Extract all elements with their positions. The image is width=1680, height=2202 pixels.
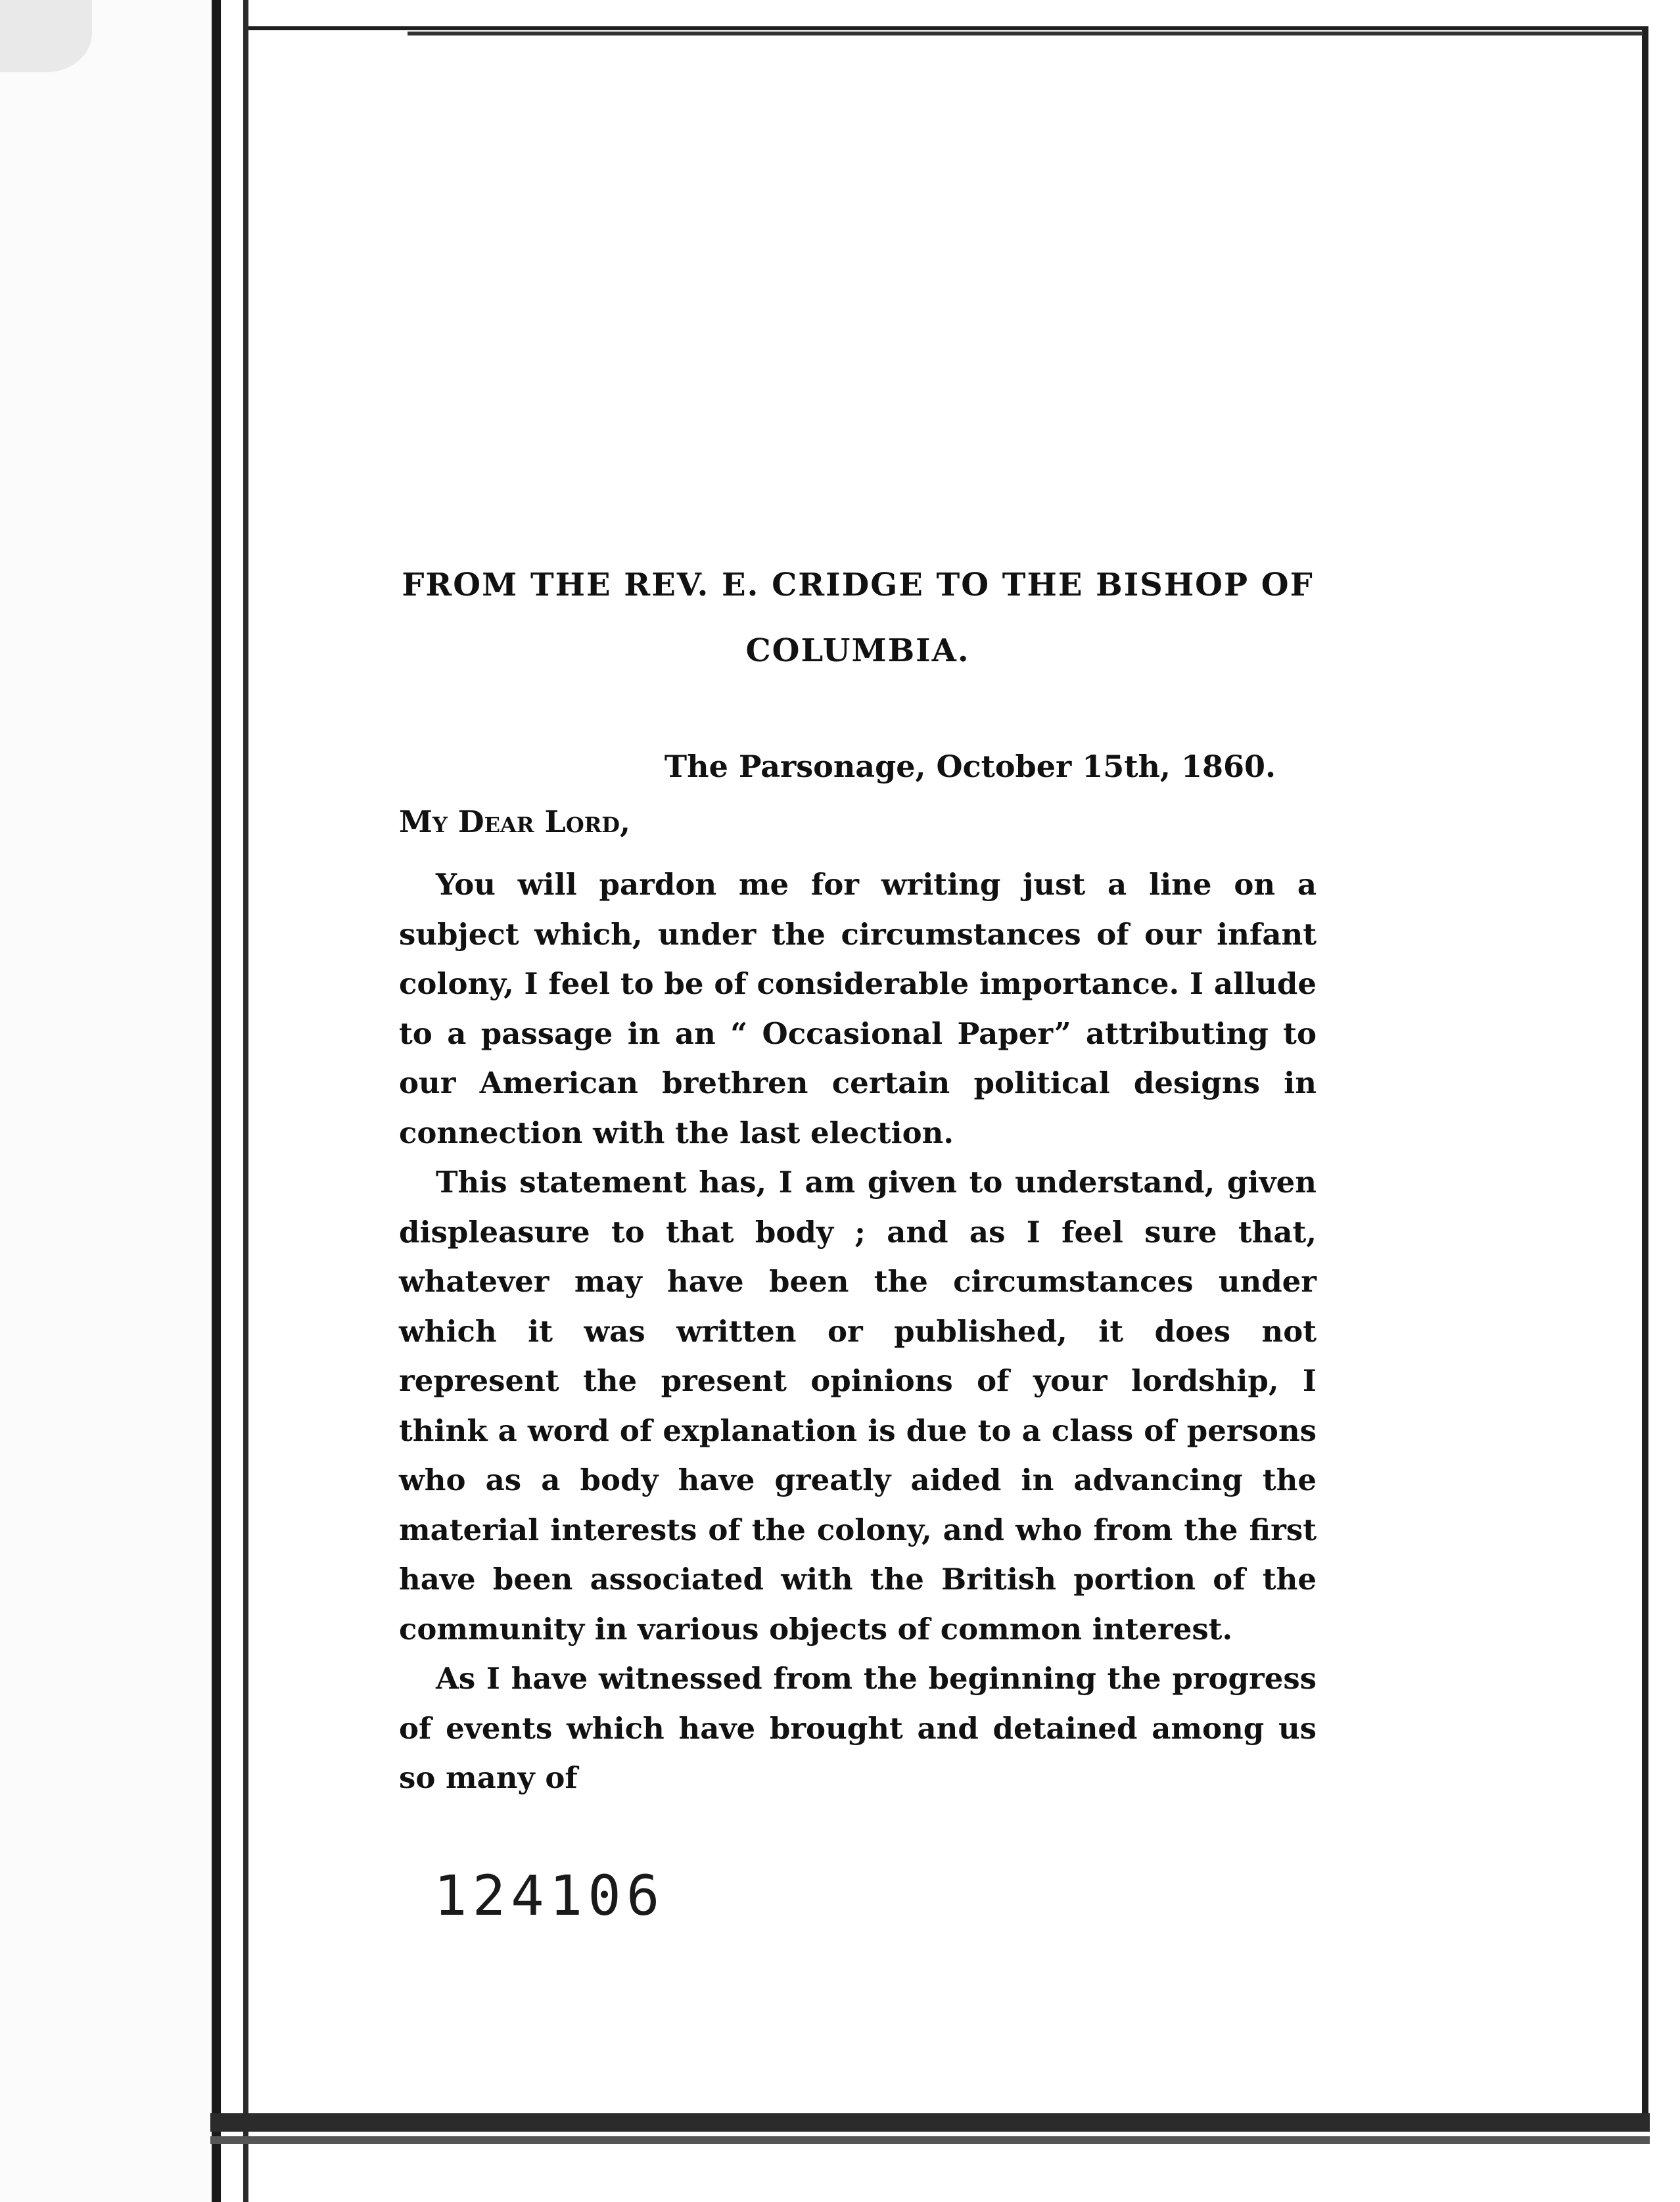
binding-line (212, 0, 221, 2202)
paragraph-2: This statement has, I am given to understand, given displeasure to that body ; and as I feel sure that, whatever may have been the circumstances under which it was written or published, it does not represent the present opinions of your lordship, I think a word of explanation is due to a class of persons who as a body have greatly aided in advancing the material interests of the colony, and who from the first have been associated with the British portion of the community in various objects of common interest. (399, 1165, 1317, 1647)
left-facing-page (0, 0, 223, 2202)
heading-line-2: COLUMBIA. (745, 632, 970, 669)
salutation: My Dear Lord, (399, 804, 631, 839)
page-edge-line (243, 0, 248, 2202)
dateline: The Parsonage, October 15th, 1860. (664, 749, 1276, 784)
heading-line-1: FROM THE REV. E. CRIDGE TO THE BISHOP OF (402, 567, 1314, 603)
bottom-page-edge-shadow (210, 2136, 1650, 2144)
paragraph-1: You will pardon me for writing just a line on a subject which, under the circumstances of our infant colony, I feel to be of considerable importance. I allude to a passage in an “ Occasional Paper” attributing to our American brethren certain political designs in connection with the last election. (399, 867, 1317, 1150)
letter-text-block (399, 552, 1317, 1803)
library-stamp-number: 124106 (434, 1863, 665, 1928)
bottom-page-edge (210, 2113, 1650, 2132)
top-page-edge (408, 32, 1643, 35)
page-corner-mark (0, 0, 92, 72)
paragraph-3: As I have witnessed from the beginning the progress of events which have brought and detained among us so many of (399, 1661, 1317, 1795)
